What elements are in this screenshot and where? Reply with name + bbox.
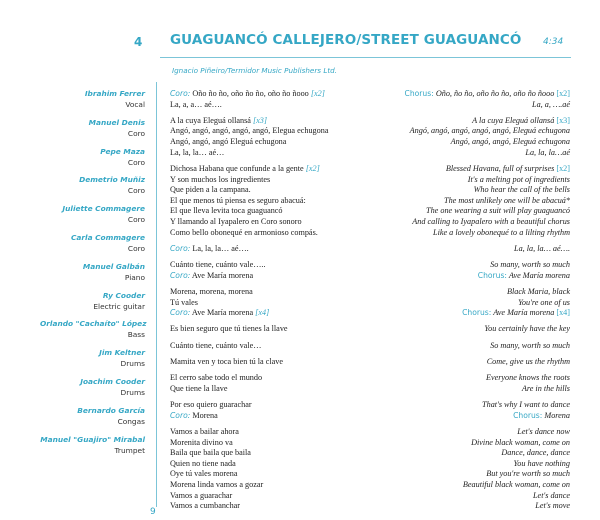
lyric-text: Morenita divino va	[170, 437, 233, 447]
musician-role: Drums	[120, 359, 145, 369]
lyric-text: Ave María morena	[191, 270, 254, 280]
chorus-label: Chorus:	[462, 308, 492, 318]
lyric-text: Tú vales	[170, 297, 198, 307]
musician-name: Demetrio Muñiz	[79, 175, 145, 185]
musician-name: Pepe Maza	[100, 146, 145, 156]
lyric-stanza	[360, 164, 570, 238]
lyric-line	[360, 480, 570, 491]
musician-credit	[40, 117, 145, 146]
lyric-text: A la cuya Eleguá ollansá	[472, 115, 555, 125]
chorus-label: Chorus:	[404, 89, 434, 98]
lyric-text: Morena, morena, morena	[170, 286, 253, 296]
publisher-credit: Ignacio Piñeiro/Termidor Music Publishers Ltd.	[172, 66, 337, 75]
lyric-text: Dichosa Habana que confunde a la gente	[170, 163, 304, 173]
musician-name: Ry Cooder	[102, 290, 145, 300]
musician-credit	[40, 347, 145, 376]
lyric-line	[170, 480, 370, 491]
lyric-text: Cuánto tiene, cuánto vale…..	[170, 260, 266, 270]
lyric-text: Por eso quiero guarachar	[170, 400, 252, 410]
lyric-line	[170, 469, 370, 480]
lyric-line	[360, 298, 570, 309]
lyric-line	[360, 137, 570, 148]
lyric-text: Come, give us the rhythm	[486, 356, 570, 366]
lyric-text: Mamita ven y toca bien tú la clave	[170, 356, 283, 366]
lyric-text: Angó, angó, angó, Eleguá echugona	[450, 137, 570, 147]
lyric-line	[360, 427, 570, 438]
musician-name: Joachim Cooder	[80, 376, 145, 386]
repeat-marker: [x2]	[556, 163, 570, 173]
lyric-text: Black Maria, black	[507, 286, 570, 296]
lyric-line	[360, 373, 570, 384]
lyric-line	[170, 357, 370, 368]
lyric-line	[360, 206, 570, 217]
lyric-stanza	[360, 116, 570, 158]
chorus-label: Coro:	[170, 243, 191, 253]
lyric-text: Y llamando al Iyapalero en Coro sonoro	[170, 216, 302, 226]
lyric-stanza	[360, 357, 570, 368]
lyric-text: Let's move	[535, 501, 570, 511]
lyric-text: A la cuya Eleguá ollansá	[170, 115, 251, 125]
musician-credit	[40, 88, 145, 117]
lyric-line	[360, 287, 570, 298]
lyric-text: Vamos a guarachar	[170, 490, 233, 500]
lyric-text: That's why I want to dance	[482, 400, 570, 410]
lyric-text: Angó, angó, angó, angó, angó, Elegua echugona	[170, 126, 329, 136]
lyric-line	[170, 260, 370, 271]
lyric-line	[170, 491, 370, 502]
lyric-text: Ave María morena	[508, 270, 570, 280]
lyric-text: But you're worth so much	[486, 469, 570, 479]
lyric-text: Everyone knows the roots	[485, 373, 570, 383]
lyric-line	[360, 501, 570, 512]
lyric-line	[360, 411, 570, 422]
lyric-stanza	[170, 260, 370, 281]
lyric-text: La, la, la…aé	[525, 147, 570, 157]
musician-name: Jim Keltner	[99, 348, 145, 358]
musician-role: Coro	[127, 128, 145, 138]
repeat-marker: [x2]	[310, 89, 325, 98]
musician-name: Manuel Galbán	[82, 261, 145, 271]
lyric-line	[360, 469, 570, 480]
lyric-text: Who hear the call of the bells	[473, 185, 570, 195]
lyric-text: Like a lovely obonequé to a lilting rhythm	[433, 227, 570, 237]
lyric-line	[360, 185, 570, 196]
lyric-stanza	[170, 373, 370, 394]
lyric-line	[170, 427, 370, 438]
lyric-stanza	[170, 324, 370, 335]
lyric-text: Ave María morena	[493, 308, 555, 318]
musician-role: Electric guitar	[93, 301, 145, 311]
lyric-line	[170, 287, 370, 298]
musician-name: Juliette Commagere	[62, 204, 145, 214]
chorus-label: Coro:	[170, 270, 191, 280]
lyric-line	[170, 400, 370, 411]
musician-role: Coro	[127, 215, 145, 225]
lyric-text: Vamos a bailar ahora	[170, 427, 239, 436]
chorus-label: Chorus:	[477, 270, 507, 280]
lyric-text: Oye tú vales morena	[170, 469, 238, 479]
lyric-line	[170, 137, 370, 148]
chorus-label: Coro:	[170, 410, 191, 420]
musician-credit	[40, 261, 145, 290]
lyric-text: Let's dance now	[517, 427, 570, 436]
lyric-line	[170, 308, 370, 319]
column-divider	[156, 82, 157, 507]
repeat-marker: [x3]	[556, 115, 570, 125]
lyrics-english	[360, 89, 570, 517]
lyric-text: Morena	[544, 410, 570, 420]
lyric-line	[360, 100, 570, 111]
musician-role: Coro	[127, 243, 145, 253]
lyric-text: Angó, angó, angó, angó, angó, Eleguá echugona	[409, 126, 570, 136]
lyric-text: La, a, a… aé….	[170, 99, 222, 109]
lyric-stanza	[360, 244, 570, 255]
lyric-text: El que menos tú piensa es seguro abacuá:	[170, 195, 306, 205]
lyric-line	[170, 341, 370, 352]
lyric-line	[360, 217, 570, 228]
musician-name: Manuel "Guajiro" Mirabal	[40, 434, 145, 444]
lyric-line	[360, 244, 570, 255]
lyric-line	[170, 244, 370, 255]
lyric-stanza	[360, 427, 570, 512]
musician-role: Piano	[124, 272, 145, 282]
musician-credit	[40, 405, 145, 434]
musician-credit	[40, 232, 145, 261]
lyric-text: The one wearing a suit will play guaguancó	[426, 206, 570, 216]
chorus-label: Chorus:	[513, 410, 543, 420]
lyric-line	[170, 217, 370, 228]
lyric-line	[360, 89, 570, 100]
lyric-text: Angó, angó, angó Eleguá echugona	[170, 137, 287, 147]
repeat-marker: [x2]	[305, 163, 320, 173]
lyric-line	[170, 501, 370, 512]
lyric-text: Es bien seguro que tú tienes la llave	[170, 324, 288, 334]
lyric-line	[360, 400, 570, 411]
lyric-line	[170, 175, 370, 186]
lyric-line	[170, 89, 370, 100]
lyric-text: Que tiene la llave	[170, 383, 228, 393]
musician-name: Carla Commagere	[70, 232, 145, 242]
lyric-line	[360, 271, 570, 282]
lyric-line	[170, 438, 370, 449]
musician-role: Trumpet	[114, 445, 145, 455]
lyric-stanza	[360, 89, 570, 110]
lyric-text: Cuánto tiene, cuánto vale…	[170, 340, 262, 350]
lyric-line	[360, 324, 570, 335]
lyric-text: El cerro sabe todo el mundo	[170, 373, 263, 383]
lyric-line	[170, 411, 370, 422]
musician-role: Drums	[120, 387, 145, 397]
lyric-line	[360, 148, 570, 159]
repeat-marker: [x4]	[556, 308, 570, 318]
lyric-text: Dance, dance, dance	[501, 448, 570, 458]
lyric-line	[170, 228, 370, 239]
lyric-line	[360, 491, 570, 502]
lyric-stanza	[170, 341, 370, 352]
lyric-text: Morena	[192, 410, 218, 420]
lyric-text: You're one of us	[518, 297, 570, 307]
lyric-line	[170, 448, 370, 459]
lyric-line	[360, 384, 570, 395]
lyric-stanza	[170, 427, 370, 512]
lyric-line	[170, 206, 370, 217]
lyric-text: La, la, la… aé….	[192, 243, 249, 253]
musician-credit	[40, 174, 145, 203]
lyric-stanza	[360, 287, 570, 319]
lyric-stanza	[170, 116, 370, 158]
lyric-line	[360, 126, 570, 137]
lyric-line	[360, 164, 570, 175]
lyric-text: La, la, la… aé….	[514, 243, 570, 253]
lyric-stanza	[170, 357, 370, 368]
lyric-line	[170, 298, 370, 309]
lyric-line	[360, 448, 570, 459]
lyric-stanza	[170, 287, 370, 319]
lyric-line	[360, 308, 570, 319]
lyric-text: Que piden a la campana.	[170, 185, 251, 195]
lyric-line	[170, 459, 370, 470]
lyric-text: Ave María morena	[191, 308, 254, 318]
lyric-stanza	[170, 400, 370, 421]
lyric-line	[170, 384, 370, 395]
lyric-line	[170, 271, 370, 282]
lyric-text: So many, worth so much	[490, 260, 570, 270]
lyric-line	[170, 116, 370, 127]
repeat-marker: [x3]	[252, 115, 268, 125]
lyric-line	[360, 459, 570, 470]
lyric-line	[360, 116, 570, 127]
lyric-line	[360, 175, 570, 186]
lyric-text: You certainly have the key	[484, 324, 570, 334]
musician-credit	[40, 203, 145, 232]
musician-name: Ibrahim Ferrer	[84, 89, 145, 98]
lyric-line	[170, 185, 370, 196]
lyric-stanza	[360, 400, 570, 421]
lyric-text: Let's dance	[533, 490, 570, 500]
musician-role: Congas	[117, 416, 145, 426]
musician-role: Coro	[127, 186, 145, 196]
lyric-text: Blessed Havana, full of surprises	[445, 163, 555, 173]
lyric-text: Divine black woman, come on	[471, 437, 570, 447]
musician-name: Manuel Denis	[88, 117, 145, 127]
song-title: GUAGUANCÓ CALLEJERO/STREET GUAGUANCÓ	[170, 32, 522, 48]
lyric-stanza	[360, 260, 570, 281]
lyric-line	[170, 126, 370, 137]
lyric-stanza	[360, 373, 570, 394]
lyric-line	[360, 228, 570, 239]
page-number: 9	[150, 507, 156, 517]
lyric-line	[170, 164, 370, 175]
musician-name: Orlando "Cachaíto" López	[40, 319, 147, 329]
lyric-text: La, a, ….aé	[532, 99, 570, 109]
lyrics-spanish	[170, 89, 370, 517]
lyric-text: Quien no tiene nada	[170, 458, 236, 468]
lyric-line	[360, 196, 570, 207]
chorus-label: Coro:	[170, 308, 191, 318]
chorus-label: Coro:	[170, 89, 191, 98]
lyric-text: Morena linda vamos a gozar	[170, 479, 264, 489]
lyric-text: Oño, ño ño, oño ño ño, oño ño ñooo	[435, 89, 555, 98]
repeat-marker: [x2]	[556, 89, 570, 98]
musician-credits	[40, 88, 145, 462]
lyric-text: La, la, la… aé…	[170, 147, 225, 157]
lyric-stanza	[170, 89, 370, 110]
lyric-text: Vamos a cumbanchar	[170, 501, 241, 511]
lyric-text: El que lleva levita toca guaguancó	[170, 206, 283, 216]
lyric-line	[360, 438, 570, 449]
page-header	[0, 0, 600, 75]
lyric-text: The most unlikely one will be abacuá*	[444, 195, 570, 205]
lyric-text: So many, worth so much	[490, 340, 570, 350]
lyric-text: Are in the hills	[521, 383, 570, 393]
musician-credit	[40, 290, 145, 319]
track-number: 4	[134, 35, 143, 49]
musician-credit	[40, 376, 145, 405]
lyric-line	[170, 196, 370, 207]
lyric-line	[170, 324, 370, 335]
lyric-text: Oño ño ño, oño ño ño, oño ño ñooo	[192, 89, 309, 98]
lyric-stanza	[170, 164, 370, 238]
musician-role: Coro	[127, 157, 145, 167]
lyric-line	[170, 148, 370, 159]
lyric-line	[360, 357, 570, 368]
lyric-text: Baila que baila que baila	[170, 448, 251, 458]
musician-credit	[40, 434, 145, 463]
lyric-text: Y son muchos los ingredientes	[170, 174, 271, 184]
lyric-text: It's a melting pot of ingredients	[467, 174, 570, 184]
repeat-marker: [x4]	[255, 308, 270, 318]
lyric-text: And calling to Iyapalero with a beautiful chorus	[412, 216, 570, 226]
lyric-stanza	[360, 324, 570, 335]
lyric-text: You have nothing	[513, 458, 570, 468]
lyric-text: Beautiful black woman, come on	[462, 479, 570, 489]
header-divider	[160, 57, 571, 58]
musician-name: Bernardo García	[77, 405, 145, 415]
musician-role: Vocal	[125, 100, 145, 109]
lyric-line	[170, 100, 370, 111]
musician-role: Bass	[127, 330, 145, 340]
musician-credit	[40, 318, 145, 347]
lyric-line	[360, 341, 570, 352]
lyric-stanza	[360, 341, 570, 352]
lyric-stanza	[170, 244, 370, 255]
track-duration: 4:34	[543, 37, 564, 47]
musician-credit	[40, 146, 145, 175]
lyric-line	[360, 260, 570, 271]
lyric-text: Como bello obonequé en armonioso compás.	[170, 227, 318, 237]
lyric-line	[170, 373, 370, 384]
